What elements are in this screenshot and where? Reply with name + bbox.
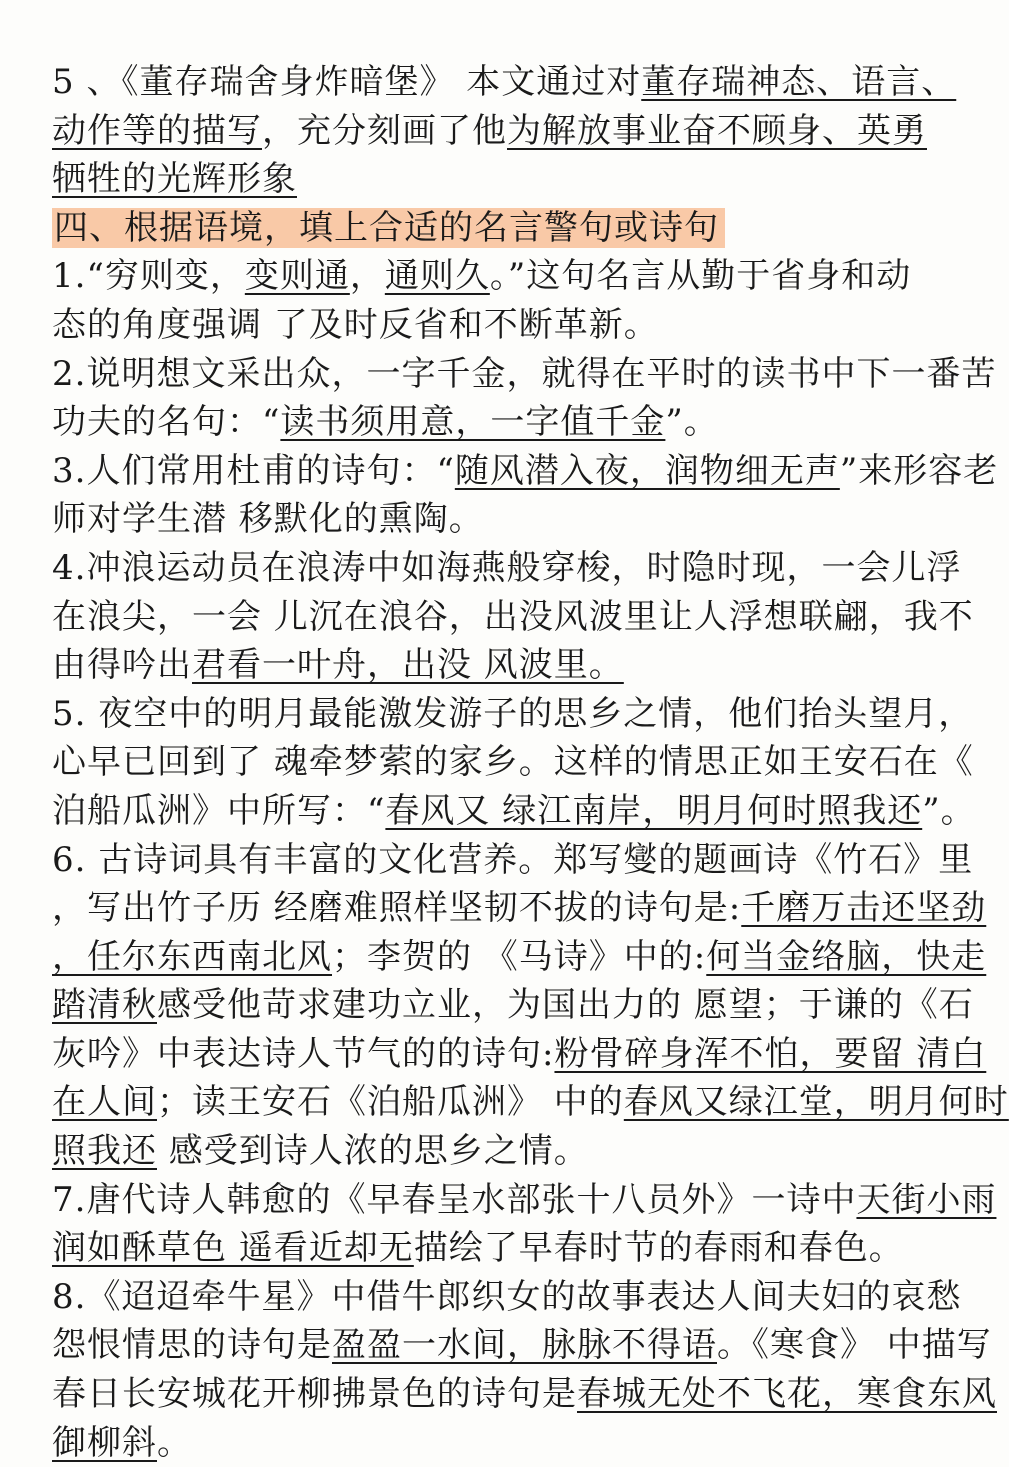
text-line (52, 1030, 987, 1079)
text-line (52, 933, 987, 982)
underlined-answer: 随风潜入夜，润物细无声 (454, 450, 840, 491)
plain-text: 态的角度强调 了及时反省和不断革新。 (52, 304, 659, 345)
underlined-answer: 董存瑞神态、语言、 (641, 62, 957, 102)
plain-text: 在浪尖，一会 儿沉在浪谷，出没风波里让人浮想联翩，我不 (52, 596, 974, 637)
text-line (52, 204, 910, 253)
plain-text: ， (349, 256, 385, 297)
text-line (52, 155, 910, 204)
underlined-answer: 为解放事业奋不顾身、英勇 (507, 110, 927, 151)
underlined-answer: 天街小雨 (856, 1179, 997, 1220)
text-line (52, 836, 974, 885)
plain-text: 。 (157, 1422, 192, 1463)
text-line (52, 301, 910, 350)
text-line (52, 544, 962, 593)
plain-text: 师对学生潜 移默化的熏陶。 (52, 499, 484, 540)
text-line (52, 1127, 910, 1176)
underlined-answer: 读书须用意，一字值千金 (280, 402, 666, 443)
plain-text: ”来形容老 (839, 450, 999, 491)
underlined-answer: 何当金络脑，快走 (706, 936, 987, 977)
underlined-answer: 春城无处不飞花，寒食东风 (577, 1374, 997, 1415)
text-line (52, 1321, 992, 1370)
plain-text: ，充分刻画了他 (262, 110, 507, 151)
text-line (52, 1224, 910, 1273)
section-heading: 四、根据语境，填上合适的名言警句或诗句 (52, 208, 725, 248)
plain-text: 8.《迢迢牵牛星》中借牛郎织女的故事表达人间夫妇的哀愁 (52, 1276, 962, 1317)
text-line (52, 1078, 1009, 1127)
plain-text: 。”这句名言从勤于省身和动 (489, 256, 912, 297)
underlined-answer: 君看一叶舟，出没 风波里。 (192, 645, 624, 686)
plain-text: 泊船瓜洲》中所写：“ (52, 790, 386, 831)
underlined-answer: 变则通 (244, 256, 350, 297)
plain-text: 7.唐代诗人韩愈的《早春呈水部张十八员外》一诗中 (52, 1179, 857, 1220)
plain-text: 功夫的名句：“ (52, 402, 281, 443)
text-line (52, 1370, 997, 1419)
text-line (52, 884, 987, 933)
underlined-answer: 照我还 (52, 1131, 157, 1172)
plain-text: 6. 古诗词具有丰富的文化营养。郑写燮的题画诗《竹石》里 (52, 839, 974, 880)
plain-text: ”。 (665, 402, 719, 443)
plain-text: 感受到诗人浓的思乡之情。 (157, 1131, 589, 1172)
plain-text: 感受他苛求建功立业，为国出力的 愿望；于谦的《石 (157, 985, 974, 1026)
plain-text: ”。 (922, 790, 976, 831)
text-line (52, 252, 910, 301)
plain-text: ；读王安石《泊船瓜洲》 中的 (157, 1082, 624, 1123)
text-line (52, 787, 976, 836)
text-line (52, 1176, 997, 1225)
underlined-answer: 牺牲的光辉形象 (52, 159, 297, 200)
underlined-answer: 在人间 (52, 1082, 157, 1123)
underlined-answer: 润如酥草色 遥看近却无 (52, 1228, 414, 1269)
text-line (52, 1419, 910, 1467)
text-line (52, 593, 974, 642)
text-line (52, 58, 957, 107)
plain-text: 3.人们常用杜甫的诗句：“ (52, 450, 455, 491)
underlined-answer: 千磨万击还坚劲 (741, 888, 987, 929)
plain-text: ，写出竹子历 经磨难照样坚韧不拔的诗句是: (52, 888, 742, 929)
plain-text: 灰吟》中表达诗人节气的的诗句: (52, 1033, 555, 1074)
text-line (52, 981, 974, 1030)
text-line (52, 447, 999, 496)
underlined-answer: 盈盈一水间，脉脉不得语 (332, 1325, 717, 1366)
plain-text: 5 、《董存瑞舍身炸暗堡》 本文通过对 (52, 62, 642, 102)
plain-text: 4.冲浪运动员在浪涛中如海燕般穿梭，时隐时现，一会儿浮 (52, 547, 962, 588)
plain-text: 。《寒食》 中描写 (717, 1325, 992, 1366)
plain-text: 由得吟出 (52, 645, 192, 686)
document-page (52, 58, 1009, 1467)
underlined-answer: 动作等的描写 (52, 110, 262, 151)
text-line (52, 1273, 962, 1322)
plain-text: 心早已回到了 魂牵梦萦的家乡。这样的情思正如王安石在《 (52, 742, 974, 783)
text-line (52, 495, 910, 544)
plain-text: ；李贺的 《马诗》中的: (332, 936, 707, 977)
plain-text: 5. 夜空中的明月最能激发游子的思乡之情，他们抬头望月， (52, 693, 974, 734)
underlined-answer: ，任尔东西南北风 (52, 936, 332, 977)
text-line (52, 690, 974, 739)
plain-text: 春日长安城花开柳拂景色的诗句是 (52, 1374, 577, 1415)
text-line (52, 350, 997, 399)
underlined-answer: 春风又 绿江南岸，明月何时照我还 (385, 790, 923, 831)
plain-text: 怨恨情思的诗句是 (52, 1325, 332, 1366)
plain-text: 1.“穷则变， (52, 256, 245, 297)
underlined-answer: 粉骨碎身浑不怕，要留 清白 (554, 1033, 987, 1074)
text-line (52, 738, 974, 787)
text-line (52, 107, 927, 156)
underlined-answer: 御柳斜 (52, 1422, 157, 1463)
text-line (52, 641, 910, 690)
text-line (52, 398, 910, 447)
underlined-answer: 通则久 (384, 256, 490, 297)
plain-text: 描绘了早春时节的春雨和春色。 (413, 1228, 904, 1269)
plain-text: 2.说明想文采出众，一字千金，就得在平时的读书中下一番苦 (52, 353, 997, 394)
underlined-answer: 踏清秋 (52, 985, 157, 1026)
underlined-answer: 春风又绿江堂，明月何时 (623, 1082, 1009, 1123)
